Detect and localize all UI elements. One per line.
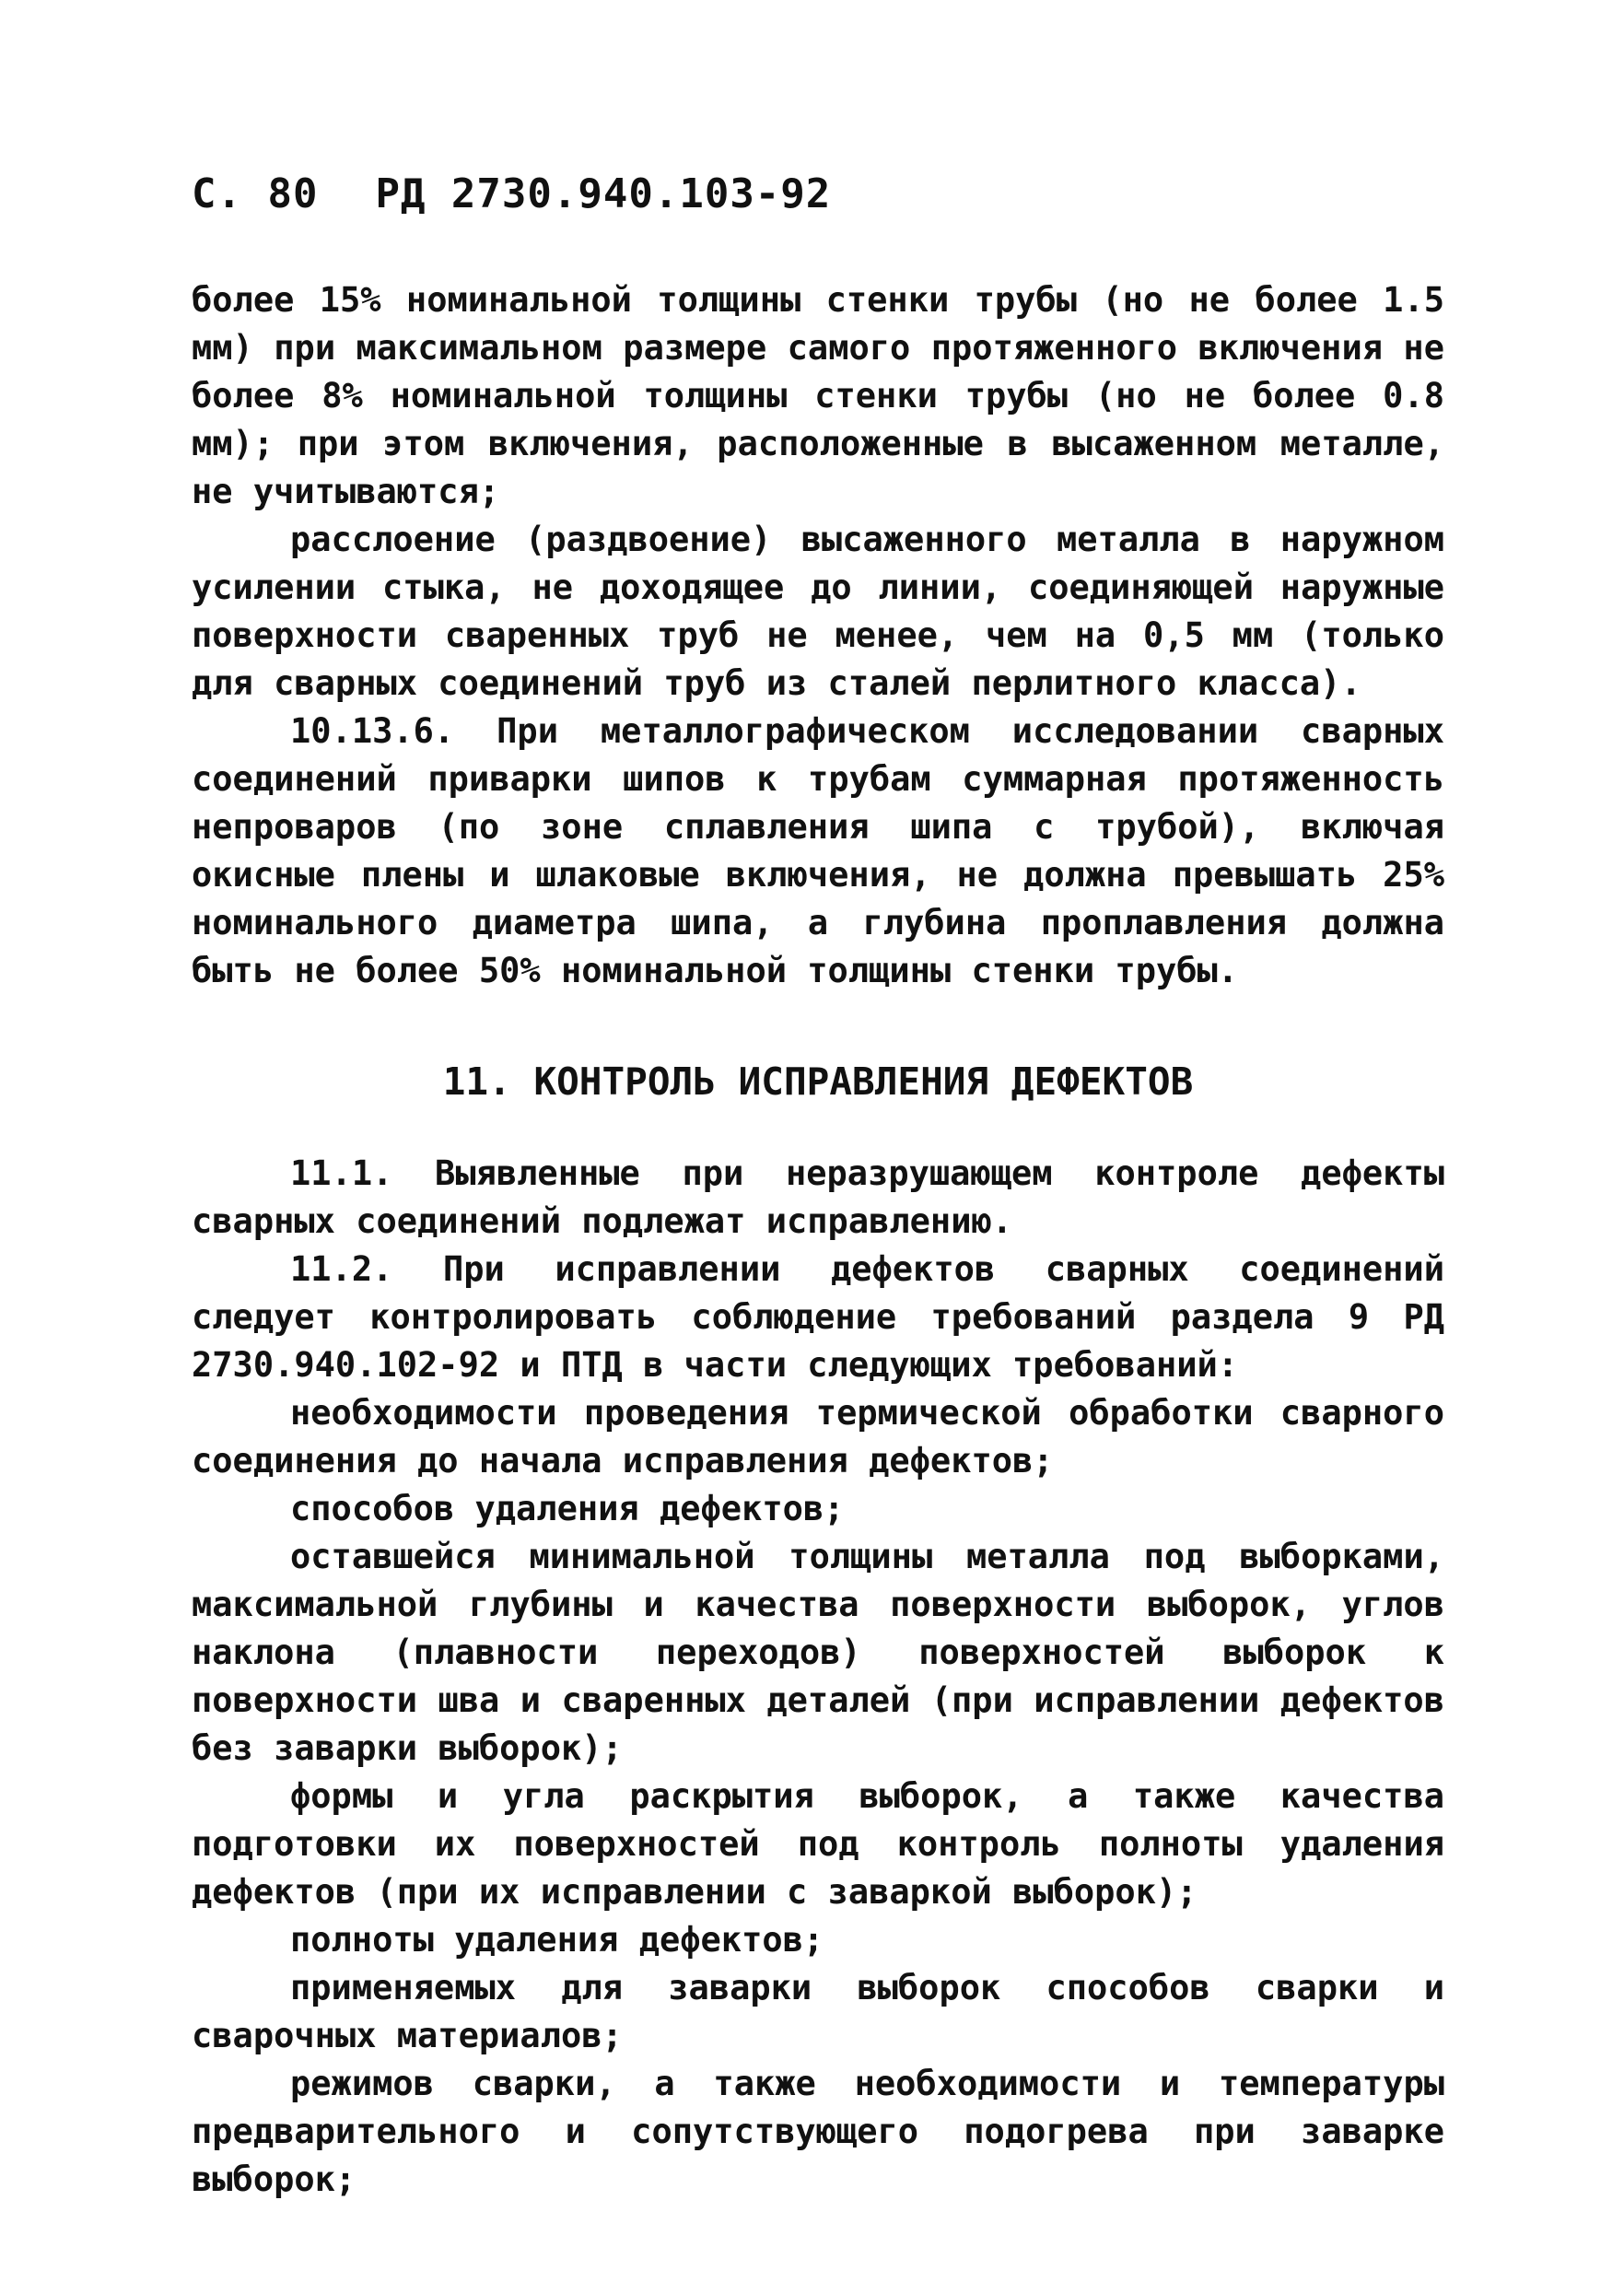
- text-block-continuation: [192, 276, 1444, 995]
- list-item-groove-shape: формы и угла раскрытия выборок, а также качества подготовки их поверхностей под контроль полноты удаления дефектов (при их исправлении с заваркой выборок);: [192, 1776, 1444, 1912]
- list-item-welding-methods: применяемых для заварки выборок способов сварки и сварочных материалов;: [192, 1968, 1444, 2055]
- paragraph-10-13-6: 10.13.6. При металлографическом исследовании сварных соединений приварки шипов к трубам суммарная протяженность непроваров (по зоне сплавления шипа с трубой), включая окисные плены и шлаковые включения, не должна превышать 25% номинального диаметра шипа, а глубина проплавления должна быть не более 50% номинальной толщины стенки трубы.: [192, 711, 1444, 990]
- paragraph-delamination: расслоение (раздвоение) высаженного металла в наружном усилении стыка, не доходящее до линии, соединяющей наружные поверхности сваренных труб не менее, чем на 0,5 мм (только для сварных соединений труб из сталей перлитного класса).: [192, 520, 1444, 703]
- document-code: РД 2730.940.103-92: [375, 170, 832, 217]
- page-number: С. 80: [192, 170, 319, 217]
- list-item-heat-treatment: необходимости проведения термической обработки сварного соединения до начала исправления дефектов;: [192, 1393, 1444, 1481]
- list-item-remaining-thickness: оставшейся минимальной толщины металла под выборками, максимальной глубины и качества поверхности выборок, углов наклона (плавности переходов) поверхностей выборок к поверхности шва и сваренных деталей (при исправлении дефектов без заварки выборок);: [192, 1537, 1444, 1768]
- list-item-removal-methods: способов удаления дефектов;: [290, 1489, 845, 1528]
- list-item-welding-modes: режимов сварки, а также необходимости и температуры предварительного и сопутствующего подогрева при заварке выборок;: [192, 2064, 1444, 2199]
- page-header: [192, 170, 831, 217]
- paragraph-11-1: 11.1. Выявленные при неразрушающем контроле дефекты сварных соединений подлежат исправлению.: [192, 1153, 1444, 1241]
- section-title: 11. КОНТРОЛЬ ИСПРАВЛЕНИЯ ДЕФЕКТОВ: [442, 1059, 1194, 1104]
- text-block-section-11: [192, 1150, 1444, 2204]
- list-item-removal-completeness: полноты удаления дефектов;: [290, 1920, 824, 1960]
- paragraph-11-2: 11.2. При исправлении дефектов сварных соединений следует контролировать соблюдение требований раздела 9 РД 2730.940.102-92 и ПТД в части следующих требований:: [192, 1249, 1444, 1385]
- paragraph-continued: более 15% номинальной толщины стенки трубы (но не более 1.5 мм) при максимальном размере самого протяженного включения не более 8% номинальной толщины стенки трубы (но не более 0.8 мм); при этом включения, расположенные в высаженном металле, не учитываются;: [192, 280, 1444, 511]
